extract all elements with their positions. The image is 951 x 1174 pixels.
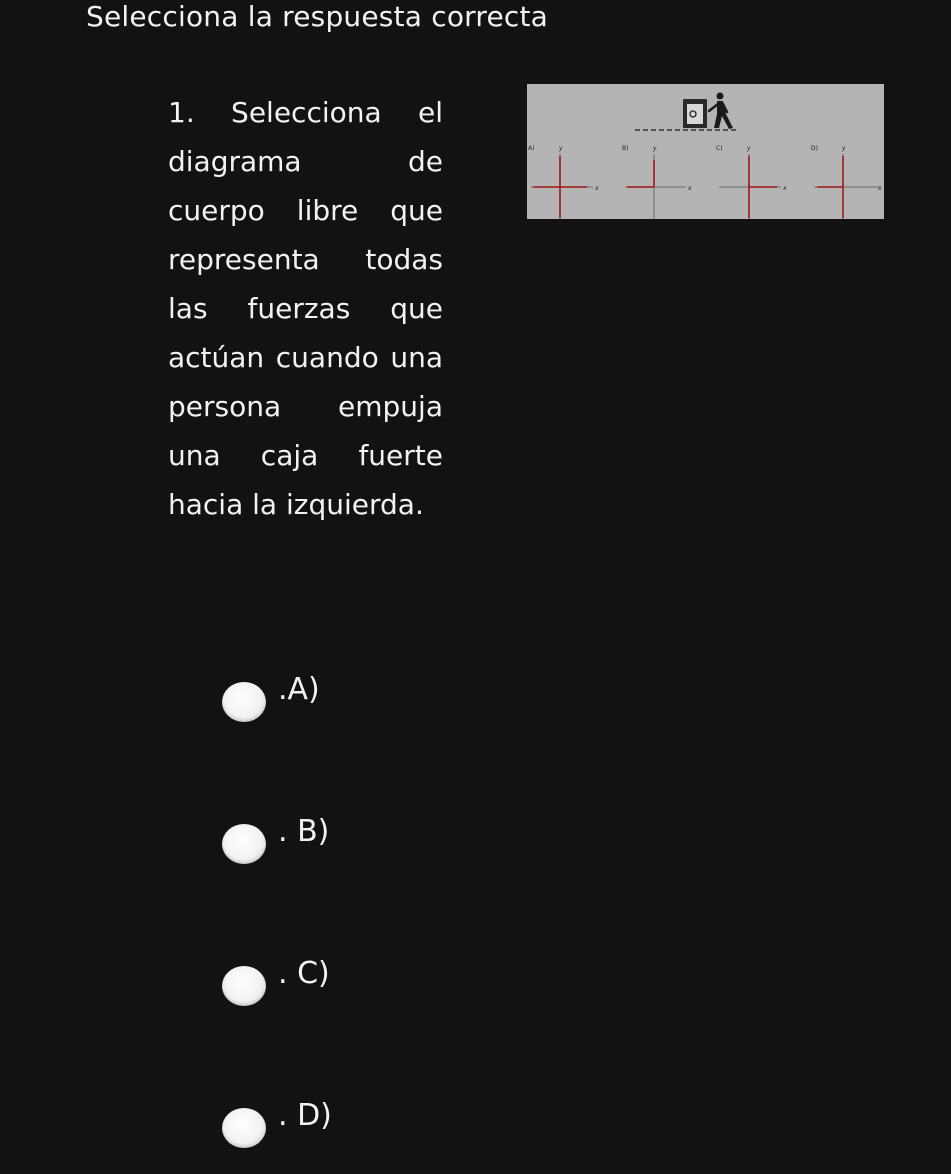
diagram-b: [622, 145, 692, 219]
x-axis-label: x: [688, 185, 692, 192]
diagram-label: A): [528, 145, 535, 152]
x-axis-label: x: [595, 185, 599, 192]
diagram-c: [716, 145, 787, 219]
option-label: . B): [278, 814, 330, 849]
question-line: 1. Selecciona el: [168, 96, 443, 129]
question-line: actúan cuando: [168, 341, 379, 374]
radio-button[interactable]: [222, 824, 266, 864]
walking-person-icon: [709, 93, 733, 130]
question-line: las fuerzas que: [168, 292, 443, 325]
option-d[interactable]: [222, 1098, 422, 1150]
free-body-diagrams-figure: [527, 84, 884, 219]
question-line: empuja una caja: [168, 390, 443, 472]
option-label: .A): [278, 672, 320, 707]
diagram-label: C): [716, 145, 723, 152]
question-text: [168, 88, 443, 529]
option-label: . C): [278, 956, 330, 991]
option-label: . D): [278, 1098, 332, 1133]
quiz-header: Selecciona la respuesta correcta: [86, 0, 549, 33]
radio-button[interactable]: [222, 1108, 266, 1148]
option-c[interactable]: [222, 956, 422, 1008]
scene-illustration: [635, 93, 739, 131]
question-line: diagrama de: [168, 145, 443, 178]
question-line: representa todas: [168, 243, 443, 276]
question-line: cuerpo libre que: [168, 194, 443, 227]
question-line: izquierda.: [285, 488, 424, 521]
radio-button[interactable]: [222, 682, 266, 722]
diagram-d: [811, 145, 882, 219]
y-axis-label: y: [559, 145, 563, 152]
diagram-label: D): [811, 145, 818, 152]
diagram-a: [528, 145, 599, 219]
option-b[interactable]: [222, 814, 422, 866]
question-line: fuerte hacia la: [168, 439, 443, 521]
y-axis-label: y: [842, 145, 846, 152]
question-line: una persona: [168, 341, 443, 423]
option-a[interactable]: [222, 672, 422, 724]
figure-svg: [527, 84, 884, 219]
radio-button[interactable]: [222, 966, 266, 1006]
y-axis-label: y: [653, 145, 657, 152]
diagram-label: B): [622, 145, 629, 152]
y-axis-label: y: [747, 145, 751, 152]
x-axis-label: x: [878, 185, 882, 192]
x-axis-label: x: [783, 185, 787, 192]
